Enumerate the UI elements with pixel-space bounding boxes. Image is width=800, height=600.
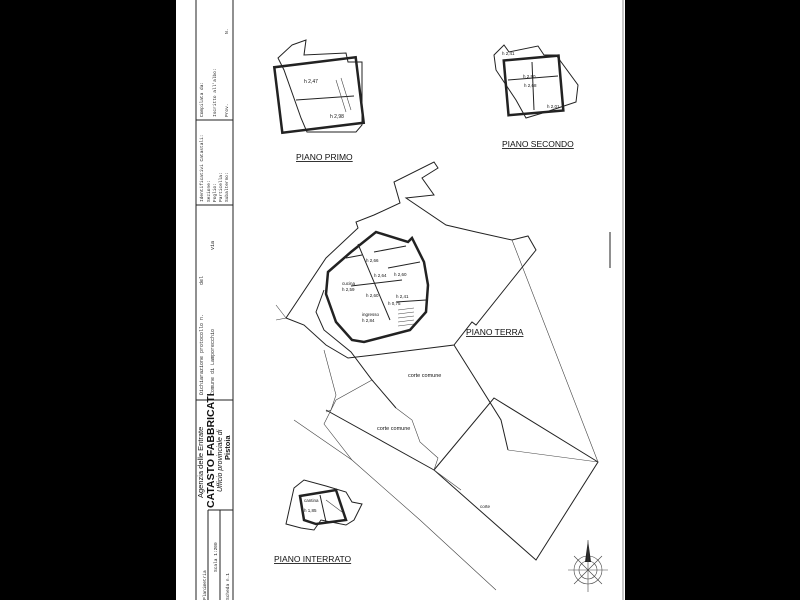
piano-secondo-plan — [494, 45, 578, 118]
title-block — [196, 0, 233, 600]
secondo-room-height-1: h 2,41 — [502, 51, 515, 56]
piano-secondo-title: PIANO SECONDO — [502, 139, 574, 149]
comune-label: Comune di Lamporecchio — [210, 328, 216, 395]
terra-stairs — [398, 308, 414, 326]
north-arrow-icon — [568, 540, 608, 592]
catasto-title: CATASTO FABBRICATI — [205, 393, 217, 508]
protocol-label: Dichiarazione protocollo n. — [199, 313, 205, 395]
prov-label: Prov. — [225, 103, 230, 117]
terra-room-height-1: h 2,66 — [366, 258, 379, 263]
primo-room-height-1: h 2,47 — [304, 79, 318, 85]
subalterno-label: Subalterno: — [225, 172, 230, 202]
foglio-label: Foglio: — [213, 183, 218, 202]
terra-cucina-label: cucina — [342, 281, 356, 286]
iscritto-label: Iscritto all'albo: — [213, 68, 218, 117]
terra-room-height-6: h 0,75 — [388, 301, 401, 306]
cantina-height: h 1,85 — [304, 508, 317, 513]
secondo-room-height-3: h 2,68 — [524, 83, 537, 88]
planimetria-label: Planimetria — [203, 570, 208, 600]
cantina-label: cantina — [304, 498, 319, 503]
secondo-room-height-4: h 2,01 — [547, 104, 560, 109]
scheda-label: Scheda n.1 — [226, 572, 231, 600]
via-label: via — [210, 240, 216, 250]
corte-label: corte — [480, 504, 491, 509]
particella-label: Particella: — [219, 172, 224, 202]
secondo-room-height-2: h 2,90 — [523, 74, 536, 79]
office-label: Ufficio provinciale di — [217, 429, 224, 492]
scala-label: Scala 1:200 — [214, 542, 219, 572]
piano-terra-title: PIANO TERRA — [466, 327, 524, 337]
piano-primo-title: PIANO PRIMO — [296, 152, 353, 162]
piano-interrato-plan — [286, 480, 362, 530]
floor-plan-drawing — [176, 0, 625, 600]
agency-name: Agenzia delle Entrate — [196, 426, 205, 498]
cadastral-sheet — [176, 0, 625, 600]
office-city: Pistoia — [223, 435, 232, 460]
terra-room-height-5: h 2,41 — [396, 294, 409, 299]
terra-ingresso-label: ingresso — [362, 312, 380, 317]
terra-room-height-2: h 2,64 — [374, 273, 387, 278]
terra-cucina-height: h 2,59 — [342, 287, 355, 292]
terra-room-height-4: h 2,60 — [366, 293, 379, 298]
piano-interrato-title: PIANO INTERRATO — [274, 554, 352, 564]
date-label: del — [199, 275, 205, 285]
corte-comune-label-1: corte comune — [408, 373, 442, 379]
n-label: N. — [225, 28, 230, 34]
compilata-label: Compilata da: — [200, 81, 205, 117]
piano-primo-plan — [274, 40, 363, 133]
primo-room-height-2: h 2,98 — [330, 114, 344, 120]
piano-terra-plan — [276, 162, 598, 590]
sezione-label: Sezione: — [207, 180, 212, 202]
identificativi-label: Identificativi Catastali: — [200, 134, 205, 202]
terra-room-height-3: h 2,60 — [394, 272, 407, 277]
corte-rectangle — [434, 398, 598, 560]
corte-comune-label-2: corte comune — [377, 426, 411, 432]
terra-ingresso-height: h 2,84 — [362, 318, 375, 323]
